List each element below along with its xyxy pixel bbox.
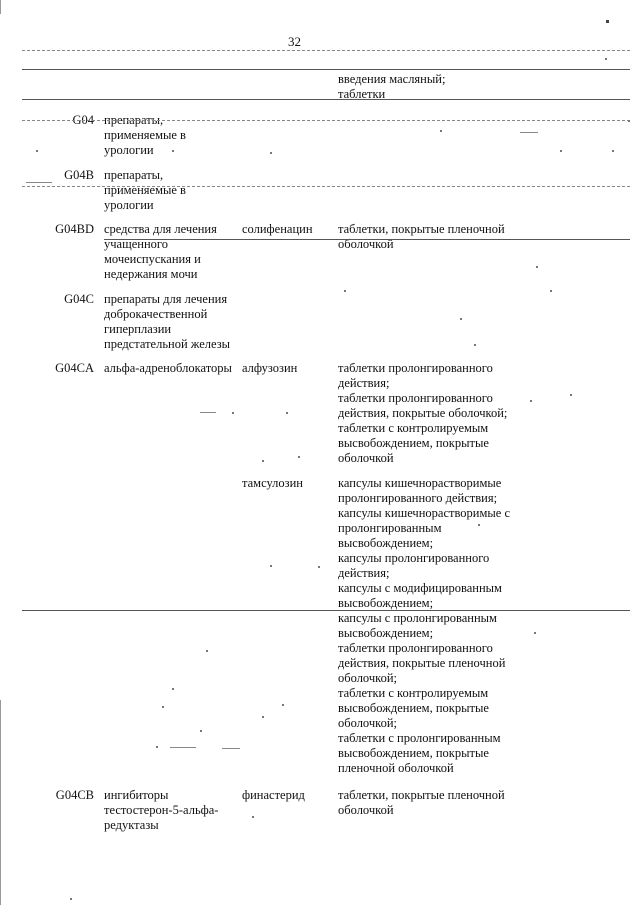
scan-speck — [282, 704, 284, 706]
scan-speck — [262, 460, 264, 462]
dosage-forms — [338, 788, 528, 818]
scan-speck — [550, 290, 552, 292]
form-line: таблетки пролонгированного — [338, 641, 493, 655]
scan-speck — [172, 150, 174, 152]
form-line: пролонгированного действия; — [338, 491, 498, 505]
desc-line: препараты для лечения — [104, 292, 228, 306]
scan-dashed-line — [22, 186, 630, 187]
atc-code: G04C — [64, 292, 94, 306]
atc-description — [104, 292, 239, 352]
desc-line: альфа-адреноблокаторы — [104, 361, 232, 375]
atc-code: G04CB — [55, 788, 94, 802]
scan-speck — [318, 566, 320, 568]
scan-speck — [530, 400, 532, 402]
form-line: таблетки, покрытые пленочной — [338, 222, 505, 236]
desc-line: мочеиспускания и — [104, 252, 201, 266]
desc-line: предстательной железы — [104, 337, 231, 351]
form-line: высвобождением; — [338, 626, 434, 640]
scan-edge-mark — [0, 700, 1, 905]
page-number: 32 — [288, 34, 301, 49]
scan-dash — [170, 747, 196, 748]
scan-speck — [440, 130, 442, 132]
form-line: оболочкой — [338, 237, 394, 251]
form-line: пленочной оболочкой — [338, 761, 454, 775]
scan-speck — [232, 412, 234, 414]
form-line: оболочкой — [338, 803, 394, 817]
scan-speck — [606, 20, 609, 23]
form-line: действия; — [338, 566, 390, 580]
form-line: действия, покрытые пленочной — [338, 656, 506, 670]
scan-speck — [478, 524, 480, 526]
atc-code: G04B — [64, 168, 94, 182]
form-line: капсулы с модифицированным — [338, 581, 502, 595]
scan-dash — [222, 748, 240, 749]
form-line: таблетки пролонгированного — [338, 391, 493, 405]
scan-speck — [560, 150, 562, 152]
form-line: действия; — [338, 376, 390, 390]
desc-line: доброкачественной — [104, 307, 208, 321]
form-line: таблетки — [338, 87, 386, 101]
scan-speck — [286, 412, 288, 414]
inn-name: алфузозин — [242, 361, 298, 375]
atc-code: G04 — [72, 113, 94, 127]
desc-line: применяемые в — [104, 183, 186, 197]
form-line: капсулы пролонгированного — [338, 551, 490, 565]
desc-line: ингибиторы — [104, 788, 169, 802]
form-line: высвобождением, покрытые — [338, 746, 489, 760]
desc-line: препараты, — [104, 168, 164, 182]
desc-line: гиперплазии — [104, 322, 172, 336]
atc-code: G04CA — [55, 361, 94, 375]
desc-line: препараты, — [104, 113, 164, 127]
form-line: оболочкой; — [338, 716, 397, 730]
scan-speck — [200, 730, 202, 732]
scan-speck — [206, 650, 208, 652]
desc-line: тестостерон-5-альфа- — [104, 803, 219, 817]
scan-speck — [162, 706, 164, 708]
desc-line: средства для лечения — [104, 222, 217, 236]
inn-name: финастерид — [242, 788, 305, 802]
scan-edge-mark — [0, 0, 1, 14]
scan-speck — [70, 898, 72, 900]
form-line: капсулы с пролонгированным — [338, 611, 497, 625]
continuation-forms — [338, 72, 528, 102]
scan-speck — [270, 152, 272, 154]
scan-speck — [252, 816, 254, 818]
scan-dash — [26, 182, 52, 183]
form-line: таблетки с пролонгированным — [338, 731, 501, 745]
form-line: таблетки с контролируемым — [338, 686, 489, 700]
form-line: высвобождением; — [338, 536, 434, 550]
dosage-forms — [338, 361, 528, 466]
form-line: введения масляный; — [338, 72, 446, 86]
scan-speck — [536, 266, 538, 268]
scan-speck — [344, 290, 346, 292]
desc-line: урологии — [104, 143, 154, 157]
form-line: таблетки с контролируемым — [338, 421, 489, 435]
desc-line: урологии — [104, 198, 154, 212]
scan-line — [104, 239, 630, 240]
row-separator — [22, 99, 630, 100]
desc-line: учащенного — [104, 237, 168, 251]
form-line: капсулы кишечнорастворимые — [338, 476, 502, 490]
scan-speck — [460, 318, 462, 320]
scan-speck — [298, 456, 300, 458]
form-line: действия, покрытые оболочкой; — [338, 406, 508, 420]
inn-name: солифенацин — [242, 222, 313, 236]
desc-line: применяемые в — [104, 128, 186, 142]
scan-speck — [156, 746, 158, 748]
form-line: оболочкой — [338, 451, 394, 465]
form-line: таблетки, покрытые пленочной — [338, 788, 505, 802]
scan-speck — [262, 716, 264, 718]
scan-speck — [628, 120, 630, 122]
atc-description — [104, 788, 239, 833]
scan-dash — [520, 132, 538, 133]
scan-speck — [605, 58, 607, 60]
form-line: таблетки пролонгированного — [338, 361, 493, 375]
atc-description — [104, 168, 239, 213]
page-break-rule — [22, 610, 630, 611]
form-line: пролонгированным — [338, 521, 442, 535]
desc-line: недержания мочи — [104, 267, 198, 281]
form-line: оболочкой; — [338, 671, 397, 685]
scan-speck — [474, 344, 476, 346]
atc-description — [104, 222, 239, 282]
form-line: высвобождением, покрытые — [338, 701, 489, 715]
inn-name: тамсулозин — [242, 476, 303, 490]
scan-speck — [570, 394, 572, 396]
form-line: высвобождением; — [338, 596, 434, 610]
atc-description — [104, 361, 239, 376]
scan-speck — [612, 150, 614, 152]
desc-line: редуктазы — [104, 818, 159, 832]
scan-speck — [36, 150, 38, 152]
header-dashed-line — [22, 50, 630, 51]
form-line: высвобождением, покрытые — [338, 436, 489, 450]
scan-dashed-line — [22, 120, 630, 121]
scan-dash — [200, 412, 216, 413]
scan-speck — [270, 565, 272, 567]
scan-speck — [534, 632, 536, 634]
atc-code: G04BD — [55, 222, 94, 236]
dosage-forms — [338, 222, 528, 252]
dosage-forms — [338, 476, 528, 776]
scan-speck — [172, 688, 174, 690]
table-top-rule — [22, 69, 630, 70]
form-line: капсулы кишечнорастворимые с — [338, 506, 510, 520]
